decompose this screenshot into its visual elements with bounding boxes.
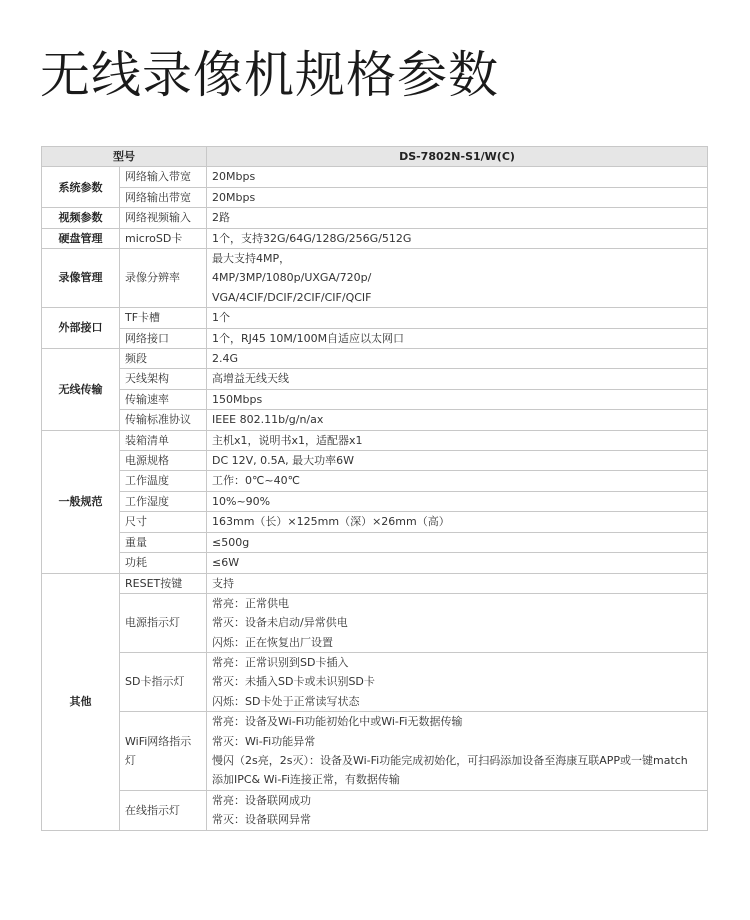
spec-table <box>41 146 708 831</box>
spec-value-line: 1个 <box>212 311 230 325</box>
spec-label <box>120 451 207 471</box>
table-row <box>42 328 708 348</box>
spec-value <box>207 369 708 389</box>
spec-value-line: 2路 <box>212 211 230 225</box>
spec-value <box>207 491 708 511</box>
table-row <box>42 471 708 491</box>
spec-label-text: 天线架构 <box>125 372 169 386</box>
spec-value <box>207 410 708 430</box>
spec-value <box>207 512 708 532</box>
spec-label-text: 尺寸 <box>125 515 147 529</box>
spec-label-text: RESET按键 <box>125 576 183 590</box>
spec-value-line: 20Mbps <box>212 170 256 184</box>
spec-label-text: 重量 <box>125 535 147 549</box>
spec-value <box>207 208 708 228</box>
spec-label-text: 传输速率 <box>125 392 169 406</box>
spec-label <box>120 349 207 369</box>
table-row <box>42 228 708 248</box>
spec-label <box>120 369 207 389</box>
spec-label <box>120 228 207 248</box>
spec-label <box>120 712 207 791</box>
spec-label-text: 功耗 <box>125 556 147 570</box>
header-model-value: DS-7802N-S1/W(C) <box>207 147 708 167</box>
spec-label-text: 网络输入带宽 <box>125 170 191 184</box>
category-cell: 无线传输 <box>42 349 120 431</box>
spec-label <box>120 573 207 593</box>
spec-label-text: 电源规格 <box>125 454 169 468</box>
spec-value <box>207 471 708 491</box>
spec-value-line: 常灭：Wi-Fi功能异常 <box>212 734 316 748</box>
spec-label-text: 网络输出带宽 <box>125 190 191 204</box>
spec-label-text: 传输标准协议 <box>125 413 191 427</box>
table-row <box>42 451 708 471</box>
table-row <box>42 308 708 328</box>
spec-value-line: 常灭：未插入SD卡或未识别SD卡 <box>212 675 375 689</box>
spec-label-text: 录像分辨率 <box>125 271 180 285</box>
spec-label <box>120 653 207 712</box>
spec-value <box>207 430 708 450</box>
table-row <box>42 430 708 450</box>
table-row <box>42 167 708 187</box>
table-row <box>42 573 708 593</box>
spec-value <box>207 249 708 308</box>
table-row <box>42 389 708 409</box>
spec-value-line: 4MP/3MP/1080p/UXGA/720p/ <box>212 271 372 285</box>
table-row <box>42 369 708 389</box>
spec-label <box>120 790 207 830</box>
spec-value-line: VGA/4CIF/DCIF/2CIF/CIF/QCIF <box>212 290 372 304</box>
spec-label <box>120 553 207 573</box>
spec-value-line: 工作：0℃~40℃ <box>212 474 300 488</box>
spec-value-line: 常灭：设备未启动/异常供电 <box>212 616 348 630</box>
category-cell: 录像管理 <box>42 249 120 308</box>
table-row <box>42 208 708 228</box>
spec-value-line: 10%~90% <box>212 494 271 508</box>
category-cell: 外部接口 <box>42 308 120 349</box>
spec-value-line: 慢闪（2s亮，2s灭）：设备及Wi-Fi功能完成初始化，可扫码添加设备至海康互联APP或一键match <box>212 754 688 768</box>
spec-value-line: 1个，RJ45 10M/100M自适应以太网口 <box>212 331 405 345</box>
page-title: 无线录像机规格参数 <box>40 46 499 104</box>
table-row <box>42 249 708 308</box>
header-model-label: 型号 <box>42 147 207 167</box>
table-row <box>42 553 708 573</box>
table-row <box>42 790 708 830</box>
spec-label-text: 装箱清单 <box>125 433 169 447</box>
spec-value <box>207 573 708 593</box>
table-row <box>42 512 708 532</box>
spec-label-text: 电源指示灯 <box>125 616 180 630</box>
spec-label-text: 网络视频输入 <box>125 211 191 225</box>
spec-value <box>207 712 708 791</box>
category-cell: 视频参数 <box>42 208 120 228</box>
spec-label <box>120 308 207 328</box>
spec-value <box>207 389 708 409</box>
spec-value-line: 最大支持4MP， <box>212 252 291 266</box>
spec-label <box>120 328 207 348</box>
spec-label <box>120 532 207 552</box>
spec-label-text: SD卡指示灯 <box>125 675 185 689</box>
spec-label <box>120 491 207 511</box>
spec-value-line: 150Mbps <box>212 392 263 406</box>
spec-label <box>120 471 207 491</box>
table-row <box>42 593 708 652</box>
table-row <box>42 491 708 511</box>
spec-value <box>207 228 708 248</box>
spec-label <box>120 187 207 207</box>
spec-label <box>120 430 207 450</box>
spec-value-line: 1个，支持32G/64G/128G/256G/512G <box>212 231 412 245</box>
spec-label-text: microSD卡 <box>125 231 183 245</box>
category-cell: 硬盘管理 <box>42 228 120 248</box>
spec-label-text: 网络接口 <box>125 331 169 345</box>
table-row <box>42 712 708 791</box>
spec-label-text: 工作湿度 <box>125 494 169 508</box>
table-row <box>42 532 708 552</box>
spec-value-line: 常灭：设备联网异常 <box>212 813 311 827</box>
spec-value <box>207 328 708 348</box>
spec-label <box>120 167 207 187</box>
spec-label-text: 在线指示灯 <box>125 803 180 817</box>
spec-value <box>207 593 708 652</box>
spec-value-line: 闪烁：SD卡处于正常读写状态 <box>212 694 360 708</box>
spec-value-line: 常亮：设备及Wi-Fi功能初始化中或Wi-Fi无数据传输 <box>212 715 463 729</box>
spec-value-line: 2.4G <box>212 352 239 366</box>
table-row <box>42 410 708 430</box>
table-row <box>42 653 708 712</box>
spec-value <box>207 653 708 712</box>
spec-value-line: 20Mbps <box>212 190 256 204</box>
spec-label-text: 频段 <box>125 352 147 366</box>
spec-value-line: IEEE 802.11b/g/n/ax <box>212 413 324 427</box>
category-cell: 系统参数 <box>42 167 120 208</box>
spec-value-line: 主机x1，说明书x1，适配器x1 <box>212 433 363 447</box>
spec-label-text: WiFi网络指示灯 <box>125 734 192 768</box>
spec-value <box>207 451 708 471</box>
spec-value <box>207 349 708 369</box>
category-cell: 其他 <box>42 573 120 830</box>
spec-value-line: 添加IPC& Wi-Fi连接正常，有数据传输 <box>212 773 400 787</box>
spec-value-line: 常亮：设备联网成功 <box>212 793 311 807</box>
category-cell: 一般规范 <box>42 430 120 573</box>
spec-value <box>207 553 708 573</box>
table-row <box>42 349 708 369</box>
spec-label <box>120 593 207 652</box>
spec-label <box>120 410 207 430</box>
spec-value <box>207 308 708 328</box>
spec-value-line: 常亮：正常识别到SD卡插入 <box>212 656 349 670</box>
spec-value-line: ≤6W <box>212 556 240 570</box>
spec-body <box>42 167 708 830</box>
spec-value-line: DC 12V, 0.5A, 最大功率6W <box>212 454 355 468</box>
spec-value <box>207 532 708 552</box>
spec-value-line: ≤500g <box>212 535 250 549</box>
spec-label <box>120 208 207 228</box>
spec-label <box>120 512 207 532</box>
spec-value <box>207 790 708 830</box>
spec-value <box>207 187 708 207</box>
spec-value-line: 支持 <box>212 576 234 590</box>
spec-label-text: 工作温度 <box>125 474 169 488</box>
spec-value <box>207 167 708 187</box>
spec-value-line: 常亮：正常供电 <box>212 596 289 610</box>
table-row <box>42 187 708 207</box>
spec-label <box>120 389 207 409</box>
spec-value-line: 高增益无线天线 <box>212 372 289 386</box>
spec-value-line: 163mm（长）×125mm（深）×26mm（高） <box>212 515 450 529</box>
spec-label <box>120 249 207 308</box>
spec-label-text: TF卡槽 <box>125 311 161 325</box>
table-header-row <box>42 147 708 167</box>
spec-value-line: 闪烁：正在恢复出厂设置 <box>212 635 333 649</box>
